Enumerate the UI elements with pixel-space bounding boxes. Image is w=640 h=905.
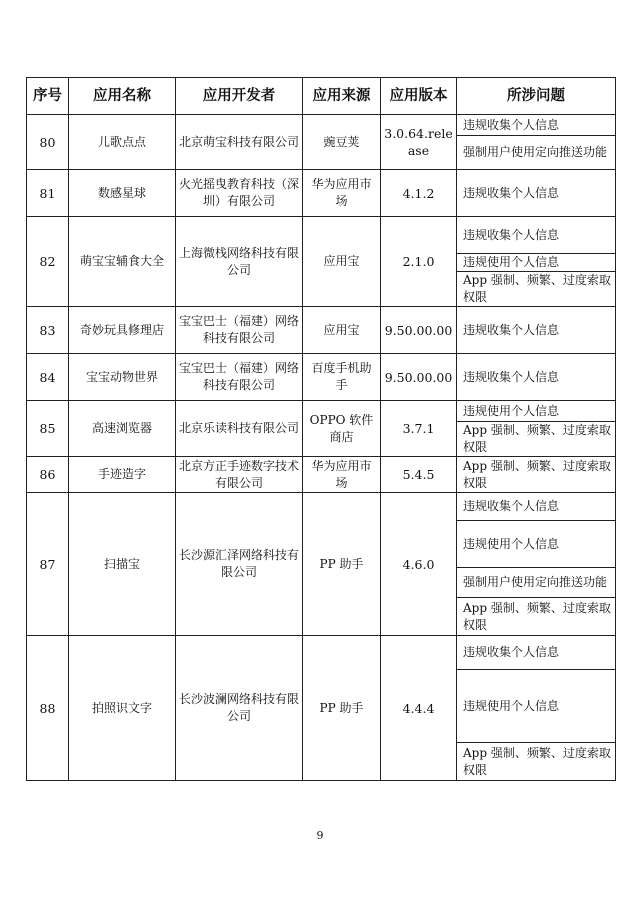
developer-cell: 上海微栈网络科技有限公司	[176, 217, 303, 307]
version-cell: 9.50.00.00	[381, 307, 457, 354]
version-cell: 3.7.1	[381, 401, 457, 457]
issue-cell: 违规收集个人信息	[457, 307, 616, 354]
table-row	[27, 217, 616, 254]
developer-cell: 长沙源汇泽网络科技有限公司	[176, 493, 303, 636]
row-index: 88	[27, 636, 69, 781]
issue-cell: 违规使用个人信息	[457, 521, 616, 568]
row-index: 83	[27, 307, 69, 354]
app-name-cell: 儿歌点点	[69, 115, 176, 170]
issue-cell: 违规使用个人信息	[457, 670, 616, 743]
table-body	[27, 115, 616, 781]
table-row	[27, 354, 616, 401]
app-name-cell: 手迹造字	[69, 457, 176, 493]
header-app-name: 应用名称	[69, 78, 176, 115]
version-cell: 5.4.5	[381, 457, 457, 493]
developer-cell: 北京方正手迹数字技术有限公司	[176, 457, 303, 493]
issue-cell: App 强制、频繁、过度索取权限	[457, 272, 616, 307]
source-cell: PP 助手	[303, 636, 381, 781]
row-index: 82	[27, 217, 69, 307]
source-cell: 百度手机助手	[303, 354, 381, 401]
version-cell: 4.1.2	[381, 170, 457, 217]
row-index: 85	[27, 401, 69, 457]
table-row	[27, 307, 616, 354]
issue-cell: 违规使用个人信息	[457, 254, 616, 272]
issue-cell: 强制用户使用定向推送功能	[457, 568, 616, 598]
issue-cell: 违规收集个人信息	[457, 636, 616, 670]
table-row	[27, 457, 616, 493]
developer-cell: 火光摇曳教育科技（深圳）有限公司	[176, 170, 303, 217]
table-row	[27, 170, 616, 217]
app-name-cell: 拍照识文字	[69, 636, 176, 781]
version-cell: 4.6.0	[381, 493, 457, 636]
row-index: 81	[27, 170, 69, 217]
issue-cell: 违规收集个人信息	[457, 217, 616, 254]
developer-cell: 北京乐读科技有限公司	[176, 401, 303, 457]
source-cell: PP 助手	[303, 493, 381, 636]
row-index: 80	[27, 115, 69, 170]
developer-cell: 长沙波澜网络科技有限公司	[176, 636, 303, 781]
table-row	[27, 115, 616, 136]
app-name-cell: 萌宝宝辅食大全	[69, 217, 176, 307]
developer-cell: 宝宝巴士（福建）网络科技有限公司	[176, 307, 303, 354]
table-row	[27, 493, 616, 521]
issue-cell: 违规收集个人信息	[457, 115, 616, 136]
header-version: 应用版本	[381, 78, 457, 115]
source-cell: 华为应用市场	[303, 457, 381, 493]
issue-cell: 违规收集个人信息	[457, 354, 616, 401]
developer-cell: 宝宝巴士（福建）网络科技有限公司	[176, 354, 303, 401]
page-number: 9	[316, 829, 324, 842]
source-cell: OPPO 软件商店	[303, 401, 381, 457]
issue-cell: 违规使用个人信息	[457, 401, 616, 422]
row-index: 86	[27, 457, 69, 493]
header-index: 序号	[27, 78, 69, 115]
app-name-cell: 奇妙玩具修理店	[69, 307, 176, 354]
issue-cell: App 强制、频繁、过度索取权限	[457, 598, 616, 636]
version-cell: 4.4.4	[381, 636, 457, 781]
source-cell: 应用宝	[303, 307, 381, 354]
header-source: 应用来源	[303, 78, 381, 115]
source-cell: 应用宝	[303, 217, 381, 307]
app-name-cell: 数感星球	[69, 170, 176, 217]
row-index: 87	[27, 493, 69, 636]
row-index: 84	[27, 354, 69, 401]
issue-cell: 违规收集个人信息	[457, 493, 616, 521]
source-cell: 豌豆荚	[303, 115, 381, 170]
issue-cell: 强制用户使用定向推送功能	[457, 136, 616, 170]
issue-cell: 违规收集个人信息	[457, 170, 616, 217]
source-cell: 华为应用市场	[303, 170, 381, 217]
header-developer: 应用开发者	[176, 78, 303, 115]
header-issues: 所涉问题	[457, 78, 616, 115]
issue-cell: App 强制、频繁、过度索取权限	[457, 743, 616, 781]
version-cell: 2.1.0	[381, 217, 457, 307]
issue-cell: App 强制、频繁、过度索取权限	[457, 457, 616, 493]
version-cell: 9.50.00.00	[381, 354, 457, 401]
app-name-cell: 宝宝动物世界	[69, 354, 176, 401]
table-row	[27, 401, 616, 422]
developer-cell: 北京萌宝科技有限公司	[176, 115, 303, 170]
app-issues-table	[26, 77, 616, 781]
app-name-cell: 扫描宝	[69, 493, 176, 636]
table-row	[27, 636, 616, 670]
version-cell: 3.0.64.release	[381, 115, 457, 170]
app-name-cell: 高速浏览器	[69, 401, 176, 457]
issue-cell: App 强制、频繁、过度索取权限	[457, 422, 616, 457]
table-header-row	[27, 78, 616, 115]
